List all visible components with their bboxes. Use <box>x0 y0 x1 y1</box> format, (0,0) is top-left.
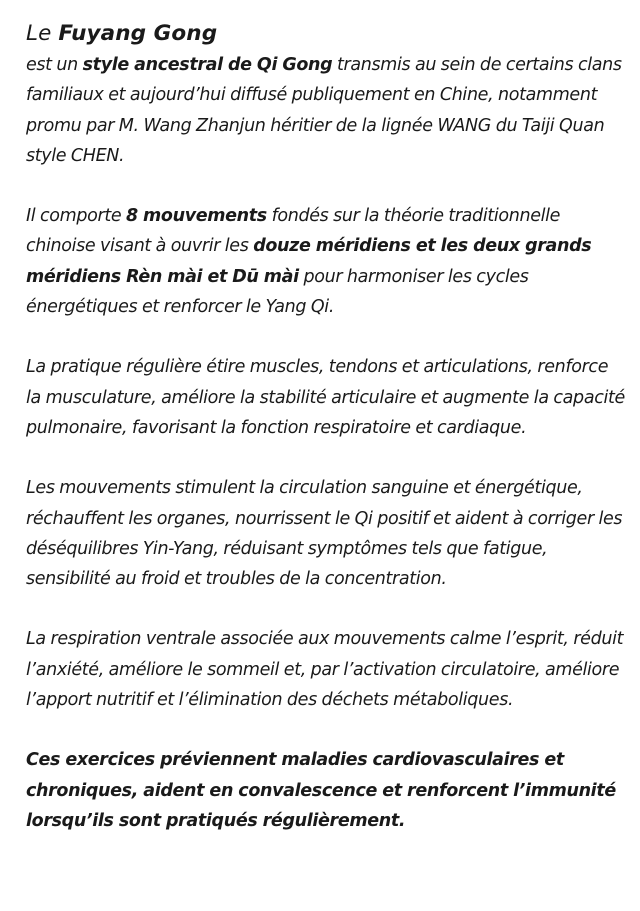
title-prefix: Le <box>26 21 59 46</box>
text-emphasis: 8 mouvements <box>125 206 267 227</box>
text-segment: fondés sur la théorie traditionnelle chinoise visant à ouvrir les <box>26 206 561 257</box>
text-emphasis: style ancestral de Qi Gong <box>82 55 333 75</box>
text-emphasis: douze méridiens et les deux grands méridiens Rèn mài et Dū mài <box>26 236 592 287</box>
page-title <box>26 18 626 50</box>
text-segment: transmis au sein de certains clans familiaux et aujourd’hui diffusé publiquement en Chine, notamment promu par M. Wang Zhanjun héritier de la lignée WANG du Taiji Quan style CHEN. <box>26 55 622 166</box>
paragraph-circulation: Les mouvements stimulent la circulation sanguine et énergétique, réchauffent les organes, nourrissent le Qi positif et aident à corriger les déséquilibres Yin-Yang, réduisant symptômes tels que fatigue, sensibilité au froid et troubles de la concentration. <box>26 478 623 590</box>
paragraph-breathing: La respiration ventrale associée aux mouvements calme l’esprit, réduit l’anxiété, améliore le sommeil et, par l’activation circulatoire, améliore l’apport nutritif et l’élimination des déchets métaboliques. <box>26 629 624 711</box>
text-segment: pour harmoniser les cycles énergétiques et renforcer le Yang Qi. <box>26 266 529 318</box>
paragraph-conclusion: Ces exercices préviennent maladies cardiovasculaires et chroniques, aident en convalescence et renforcent l’immunité lorsqu’ils sont pratiqués régulièrement. <box>26 750 616 831</box>
text-segment: Il comporte <box>26 206 126 227</box>
paragraph-movements <box>26 201 626 322</box>
article-body <box>26 18 626 836</box>
paragraph-intro <box>26 50 626 171</box>
title-name: Fuyang Gong <box>58 21 218 46</box>
paragraph-practice: La pratique régulière étire muscles, tendons et articulations, renforce la musculature, améliore la stabilité articulaire et augmente la capacité pulmonaire, favorisant la fonction respiratoire et cardiaque. <box>26 357 625 438</box>
text-segment: est un <box>26 55 83 75</box>
